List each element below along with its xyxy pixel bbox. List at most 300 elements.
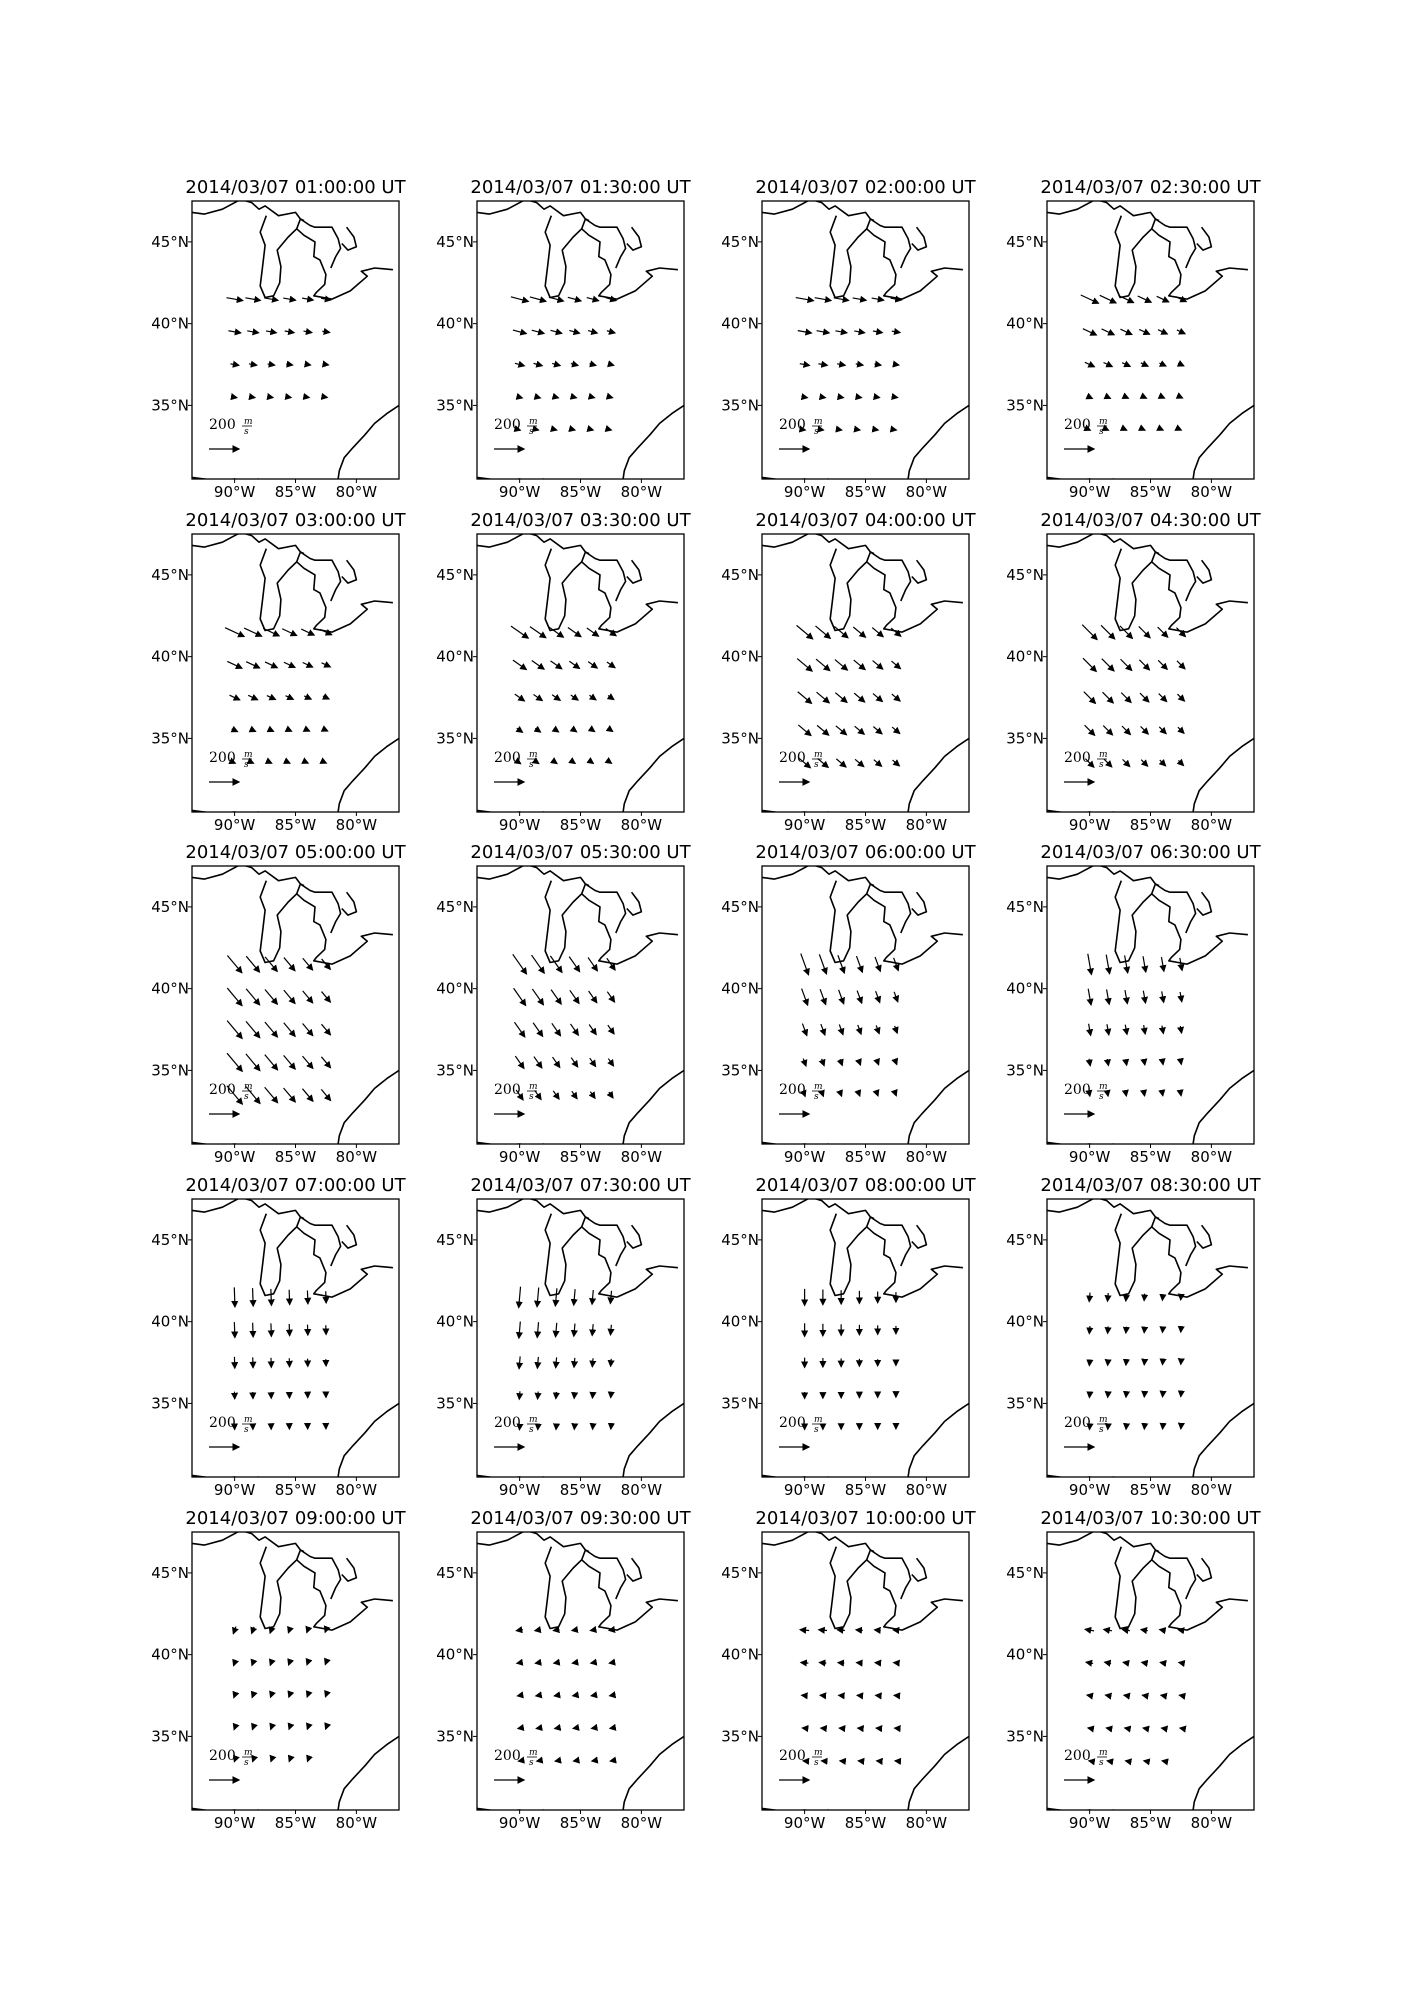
wind-arrow — [590, 1058, 596, 1066]
wind-arrow — [587, 628, 599, 636]
wind-arrow — [858, 1025, 861, 1034]
scale-unit-denominator: s — [814, 1758, 819, 1768]
map-panel — [151, 510, 406, 834]
wind-arrow — [267, 696, 276, 700]
wind-arrow — [307, 1694, 308, 1697]
map-panel — [721, 1508, 976, 1832]
wind-arrow — [1089, 1360, 1090, 1366]
scale-unit-numerator: m — [529, 1415, 538, 1425]
wind-arrow — [303, 991, 313, 1003]
wind-arrow — [1143, 956, 1146, 972]
x-tick-label: 90°W — [213, 1148, 256, 1166]
wind-arrow — [264, 298, 278, 300]
wind-arrow — [592, 1290, 593, 1304]
wind-arrow — [574, 1289, 575, 1305]
map-frame — [1047, 201, 1254, 479]
wind-arrow — [857, 397, 861, 398]
scale-value: 200 — [494, 417, 521, 433]
coastline — [867, 562, 963, 632]
scale-unit-denominator: s — [244, 760, 249, 770]
coastline — [1197, 892, 1212, 915]
coastline — [627, 227, 642, 250]
scale-unit-numerator: m — [529, 417, 538, 427]
scale-unit-numerator: m — [1099, 417, 1108, 427]
coastline-group — [1047, 199, 1254, 480]
coastline — [912, 560, 927, 583]
wind-arrow — [1139, 660, 1149, 670]
y-tick-label: 40°N — [151, 1645, 189, 1664]
wind-arrow — [800, 364, 810, 366]
wind-arrow — [252, 1627, 254, 1633]
coastline — [867, 1227, 963, 1297]
wind-arrow — [1081, 295, 1099, 303]
wind-arrow — [572, 397, 576, 398]
wind-arrow — [1089, 1326, 1090, 1333]
wind-arrow — [853, 298, 866, 300]
map-frame — [192, 1532, 399, 1810]
wind-arrow — [611, 1325, 612, 1335]
wind-arrow — [590, 1630, 594, 1631]
y-tick-label: 35°N — [721, 1394, 759, 1413]
coastline — [1193, 1736, 1254, 1810]
wind-arrow — [822, 1059, 824, 1066]
panel-title: 2014/03/07 10:00:00 UT — [755, 1508, 976, 1529]
wind-arrow — [568, 628, 581, 637]
wind-arrow — [265, 989, 277, 1004]
scale-value: 200 — [209, 417, 236, 433]
wind-arrow — [535, 397, 540, 398]
scale-value: 200 — [779, 1748, 806, 1764]
coastline — [582, 1227, 678, 1297]
x-tick-label: 90°W — [1068, 816, 1111, 834]
wind-arrow — [307, 1628, 309, 1633]
wind-arrow — [608, 364, 614, 366]
wind-arrow — [517, 1695, 521, 1696]
wind-arrow — [537, 1357, 538, 1368]
x-tick-label: 90°W — [783, 1481, 826, 1499]
wind-arrow — [569, 957, 579, 972]
wind-arrow — [815, 626, 830, 638]
wind-arrow — [247, 331, 258, 333]
wind-arrow — [536, 1695, 540, 1696]
map-panel — [151, 1175, 406, 1499]
wind-arrow — [233, 1627, 236, 1634]
wind-arrow — [818, 364, 827, 366]
wind-arrow — [305, 364, 311, 365]
coastline — [1047, 1530, 1159, 1551]
wind-arrow — [511, 626, 528, 638]
x-tick-label: 90°W — [498, 483, 541, 501]
wind-arrow — [1162, 1060, 1163, 1065]
wind-arrow — [838, 955, 844, 973]
wind-arrow — [289, 1727, 290, 1729]
wind-arrow — [322, 663, 331, 667]
wind-arrow — [234, 1287, 235, 1306]
panel-title: 2014/03/07 03:30:00 UT — [470, 510, 691, 531]
y-tick-label: 45°N — [436, 232, 474, 251]
map-frame — [192, 201, 399, 479]
wind-arrow — [1125, 955, 1128, 972]
wind-arrow — [1141, 760, 1147, 766]
wind-arrow — [834, 298, 849, 301]
wind-arrow — [265, 1055, 278, 1070]
scale-unit-numerator: m — [244, 1748, 253, 1758]
scale-unit-numerator: m — [529, 1748, 538, 1758]
scale-value: 200 — [494, 750, 521, 766]
coastline — [297, 894, 393, 964]
coastline — [1193, 1403, 1254, 1477]
wind-arrow — [1160, 1630, 1166, 1631]
y-tick-label: 35°N — [436, 1061, 474, 1080]
wind-arrow — [227, 1053, 242, 1071]
coastline-group — [192, 1530, 399, 1811]
x-tick-label: 90°W — [1068, 483, 1111, 501]
coastline — [582, 894, 678, 964]
wind-arrow — [307, 1727, 308, 1729]
wind-arrow — [246, 989, 260, 1005]
wind-arrow — [572, 729, 576, 732]
wind-arrow — [1105, 396, 1110, 398]
wind-arrow — [839, 397, 844, 398]
coastline-group — [477, 199, 684, 480]
wind-arrow — [322, 331, 329, 332]
wind-arrow — [876, 1025, 879, 1033]
coastline — [192, 864, 304, 885]
x-tick-label: 80°W — [905, 816, 948, 834]
wind-arrow — [323, 696, 329, 699]
wind-arrow — [1144, 1025, 1146, 1034]
wind-arrow — [1126, 1293, 1127, 1301]
x-tick-label: 85°W — [844, 1148, 887, 1166]
panel-title: 2014/03/07 10:30:00 UT — [1040, 1508, 1261, 1529]
wind-arrow — [1123, 759, 1130, 766]
panel-title: 2014/03/07 06:00:00 UT — [755, 842, 976, 863]
coastline — [477, 199, 589, 220]
scale-value: 200 — [494, 1082, 521, 1098]
wind-arrow — [877, 1060, 879, 1065]
wind-arrow — [1122, 1629, 1129, 1630]
scale-unit-numerator: m — [1099, 750, 1108, 760]
wind-arrow — [1102, 659, 1114, 671]
coastline-group — [192, 864, 399, 1145]
coastline — [192, 1197, 304, 1218]
wind-arrow — [248, 695, 257, 699]
coastline — [1193, 1070, 1254, 1144]
map-frame — [477, 534, 684, 812]
wind-arrow — [530, 297, 546, 301]
wind-arrow — [302, 1089, 312, 1102]
wind-arrow — [1161, 957, 1163, 971]
wind-arrow — [284, 1088, 296, 1102]
map-panel — [436, 1508, 691, 1832]
coastline — [912, 1558, 927, 1581]
scale-unit-numerator: m — [1099, 1082, 1108, 1092]
coastline — [912, 892, 927, 915]
wind-arrow — [284, 1023, 295, 1037]
coastline — [297, 229, 393, 299]
x-tick-label: 85°W — [559, 483, 602, 501]
wind-arrow — [873, 331, 882, 333]
wind-arrow — [282, 629, 296, 636]
wind-arrow — [234, 1727, 235, 1730]
y-tick-label: 45°N — [436, 565, 474, 584]
wind-arrow — [325, 1694, 326, 1697]
wind-arrow — [532, 989, 543, 1005]
wind-arrow — [288, 397, 291, 398]
wind-arrow — [1159, 727, 1166, 734]
coastline-group — [1047, 532, 1254, 813]
wind-arrow — [549, 297, 564, 301]
scale-unit-numerator: m — [529, 1082, 538, 1092]
wind-arrow — [1103, 726, 1112, 735]
coastline-group — [1047, 864, 1254, 1145]
scale-unit-numerator: m — [814, 750, 823, 760]
wind-arrow — [265, 662, 277, 668]
y-tick-label: 35°N — [436, 396, 474, 415]
coastline — [623, 405, 684, 479]
coastline — [192, 1530, 304, 1551]
panel-title: 2014/03/07 09:00:00 UT — [185, 1508, 406, 1529]
wind-arrow — [839, 990, 844, 1004]
wind-arrow — [1177, 330, 1185, 334]
wind-arrow — [551, 990, 561, 1004]
wind-arrow — [591, 397, 595, 398]
scale-unit-denominator: s — [529, 1425, 534, 1435]
scale-value: 200 — [494, 1415, 521, 1431]
wind-arrow — [321, 1089, 330, 1100]
coastline — [297, 1560, 393, 1630]
wind-arrow — [856, 1630, 863, 1631]
wind-arrow — [802, 989, 808, 1006]
y-tick-label: 35°N — [436, 1394, 474, 1413]
wind-arrow — [1083, 329, 1097, 335]
coastline — [338, 1070, 399, 1144]
y-tick-label: 45°N — [1006, 565, 1044, 584]
wind-arrow — [226, 298, 242, 301]
wind-arrow — [245, 298, 260, 301]
x-tick-label: 90°W — [498, 1148, 541, 1166]
map-frame — [762, 201, 969, 479]
x-tick-label: 80°W — [905, 1481, 948, 1499]
y-tick-label: 35°N — [151, 1061, 189, 1080]
wind-arrow — [533, 1023, 542, 1037]
wind-arrow — [611, 1359, 612, 1366]
wind-arrow — [589, 1025, 596, 1035]
wind-arrow — [857, 991, 862, 1004]
wind-arrow — [227, 1021, 242, 1039]
coastline — [908, 1736, 969, 1810]
wind-arrow — [554, 1695, 558, 1696]
x-tick-label: 85°W — [1129, 1148, 1172, 1166]
coastline — [867, 229, 963, 299]
coastline — [260, 549, 300, 631]
wind-arrow — [1126, 430, 1127, 431]
wind-arrow — [1102, 329, 1115, 335]
y-tick-label: 40°N — [1006, 979, 1044, 998]
wind-arrow — [1088, 1728, 1091, 1729]
wind-arrow — [535, 1662, 540, 1663]
wind-arrow — [572, 1662, 576, 1663]
wind-arrow — [1177, 694, 1184, 701]
coastline — [762, 864, 874, 885]
scale-value: 200 — [1064, 1748, 1091, 1764]
coastline — [477, 864, 589, 885]
scale-unit-numerator: m — [244, 750, 253, 760]
wind-arrow — [555, 1288, 557, 1306]
scale-unit-numerator: m — [244, 1415, 253, 1425]
y-tick-label: 40°N — [721, 314, 759, 333]
y-tick-label: 40°N — [151, 314, 189, 333]
wind-arrow — [1158, 330, 1167, 334]
coastline — [1197, 1225, 1212, 1248]
scale-unit-denominator: s — [529, 1758, 534, 1768]
wind-arrow — [271, 1727, 272, 1729]
x-tick-label: 85°W — [274, 816, 317, 834]
wind-arrow — [1089, 1024, 1091, 1036]
wind-arrow — [872, 628, 883, 637]
coastline — [1047, 199, 1159, 220]
wind-arrow — [591, 1695, 594, 1696]
coastline — [627, 1558, 642, 1581]
wind-arrow — [839, 1024, 843, 1034]
wind-arrow — [1122, 363, 1130, 367]
wind-arrow — [591, 729, 595, 732]
wind-arrow — [323, 364, 328, 365]
wind-arrow — [1123, 1662, 1129, 1663]
x-tick-label: 80°W — [335, 816, 378, 834]
wind-arrow — [1104, 759, 1112, 767]
coastline-group — [762, 1197, 969, 1478]
wind-arrow — [249, 364, 257, 365]
wind-arrow — [303, 663, 313, 668]
wind-arrow — [515, 1056, 524, 1068]
y-tick-label: 45°N — [151, 565, 189, 584]
coastline — [1115, 216, 1155, 298]
coastline-group — [477, 864, 684, 1145]
map-frame — [1047, 866, 1254, 1144]
wind-arrow — [517, 1662, 522, 1663]
wind-arrow — [1121, 693, 1131, 703]
scale-unit-numerator: m — [814, 1082, 823, 1092]
wind-arrow — [288, 1627, 290, 1632]
wind-arrow — [225, 628, 244, 637]
wind-arrow — [1177, 661, 1185, 669]
wind-arrow — [610, 1291, 611, 1304]
y-tick-label: 35°N — [436, 729, 474, 748]
wind-arrow — [1089, 1293, 1090, 1302]
coastline — [545, 1214, 585, 1296]
coastline — [260, 216, 300, 298]
wind-arrow — [892, 331, 900, 332]
scale-unit-denominator: s — [1099, 1758, 1104, 1768]
scale-value: 200 — [779, 417, 806, 433]
wind-arrow — [609, 1630, 613, 1631]
y-tick-label: 40°N — [436, 647, 474, 666]
wind-arrow — [519, 1391, 520, 1399]
x-tick-label: 90°W — [1068, 1814, 1111, 1832]
wind-arrow — [573, 1695, 576, 1696]
x-tick-label: 80°W — [905, 483, 948, 501]
x-tick-label: 90°W — [213, 1814, 256, 1832]
coastline — [762, 532, 874, 553]
wind-arrow — [553, 1057, 560, 1067]
wind-arrow — [556, 1323, 557, 1337]
map-frame — [192, 1199, 399, 1477]
coastline-group — [1047, 1530, 1254, 1811]
wind-arrow — [1107, 430, 1108, 431]
map-panel — [1006, 177, 1261, 501]
wind-arrow — [855, 726, 865, 734]
wind-arrow — [1159, 694, 1167, 702]
wind-arrow — [1125, 990, 1127, 1004]
wind-arrow — [894, 958, 899, 971]
wind-arrow — [538, 1392, 539, 1399]
wind-arrow — [1179, 1662, 1183, 1663]
scale-unit-numerator: m — [814, 1748, 823, 1758]
wind-arrow — [874, 760, 882, 767]
wind-arrow — [854, 693, 864, 702]
coastline — [260, 1214, 300, 1296]
wind-arrow — [841, 1094, 842, 1096]
wind-arrow — [517, 728, 523, 732]
wind-arrow — [817, 331, 830, 333]
coastline — [477, 1530, 589, 1551]
wind-arrow — [270, 1660, 272, 1665]
x-tick-label: 85°W — [1129, 1481, 1172, 1499]
x-tick-label: 85°W — [559, 1148, 602, 1166]
wind-arrow — [1101, 625, 1115, 639]
wind-arrow — [891, 661, 900, 669]
x-tick-label: 90°W — [498, 1814, 541, 1832]
coastline — [623, 1736, 684, 1810]
wind-arrow — [591, 1662, 595, 1663]
coastline — [830, 549, 870, 631]
wind-arrow — [1104, 1629, 1112, 1630]
coastline — [908, 1403, 969, 1477]
wind-arrow — [821, 1024, 825, 1035]
x-tick-label: 80°W — [335, 1814, 378, 1832]
wind-arrow — [895, 1060, 897, 1064]
y-tick-label: 40°N — [436, 979, 474, 998]
wind-arrow — [609, 397, 612, 398]
wind-arrow — [554, 1662, 559, 1663]
wind-arrow — [1120, 626, 1132, 638]
scale-value: 200 — [779, 1082, 806, 1098]
wind-arrow — [1161, 396, 1165, 398]
y-tick-label: 40°N — [436, 314, 474, 333]
coastline — [338, 738, 399, 812]
wind-arrow — [1085, 362, 1095, 366]
map-panel — [436, 510, 691, 834]
scale-unit-denominator: s — [244, 427, 249, 437]
scale-unit-numerator: m — [1099, 1748, 1108, 1758]
wind-arrow — [1084, 692, 1096, 704]
coastline — [1115, 1214, 1155, 1296]
map-frame — [762, 866, 969, 1144]
wind-arrow — [554, 729, 559, 732]
scale-unit-numerator: m — [814, 417, 823, 427]
y-tick-label: 35°N — [151, 1394, 189, 1413]
wind-arrow — [516, 1630, 522, 1631]
coastline — [545, 881, 585, 963]
wind-arrow — [533, 694, 542, 700]
coastline — [1193, 738, 1254, 812]
wind-arrow — [1180, 992, 1182, 1002]
wind-arrow — [1162, 1294, 1163, 1300]
panel-title: 2014/03/07 04:00:00 UT — [755, 510, 976, 531]
panel-title: 2014/03/07 03:00:00 UT — [185, 510, 406, 531]
x-tick-label: 80°W — [620, 1148, 663, 1166]
